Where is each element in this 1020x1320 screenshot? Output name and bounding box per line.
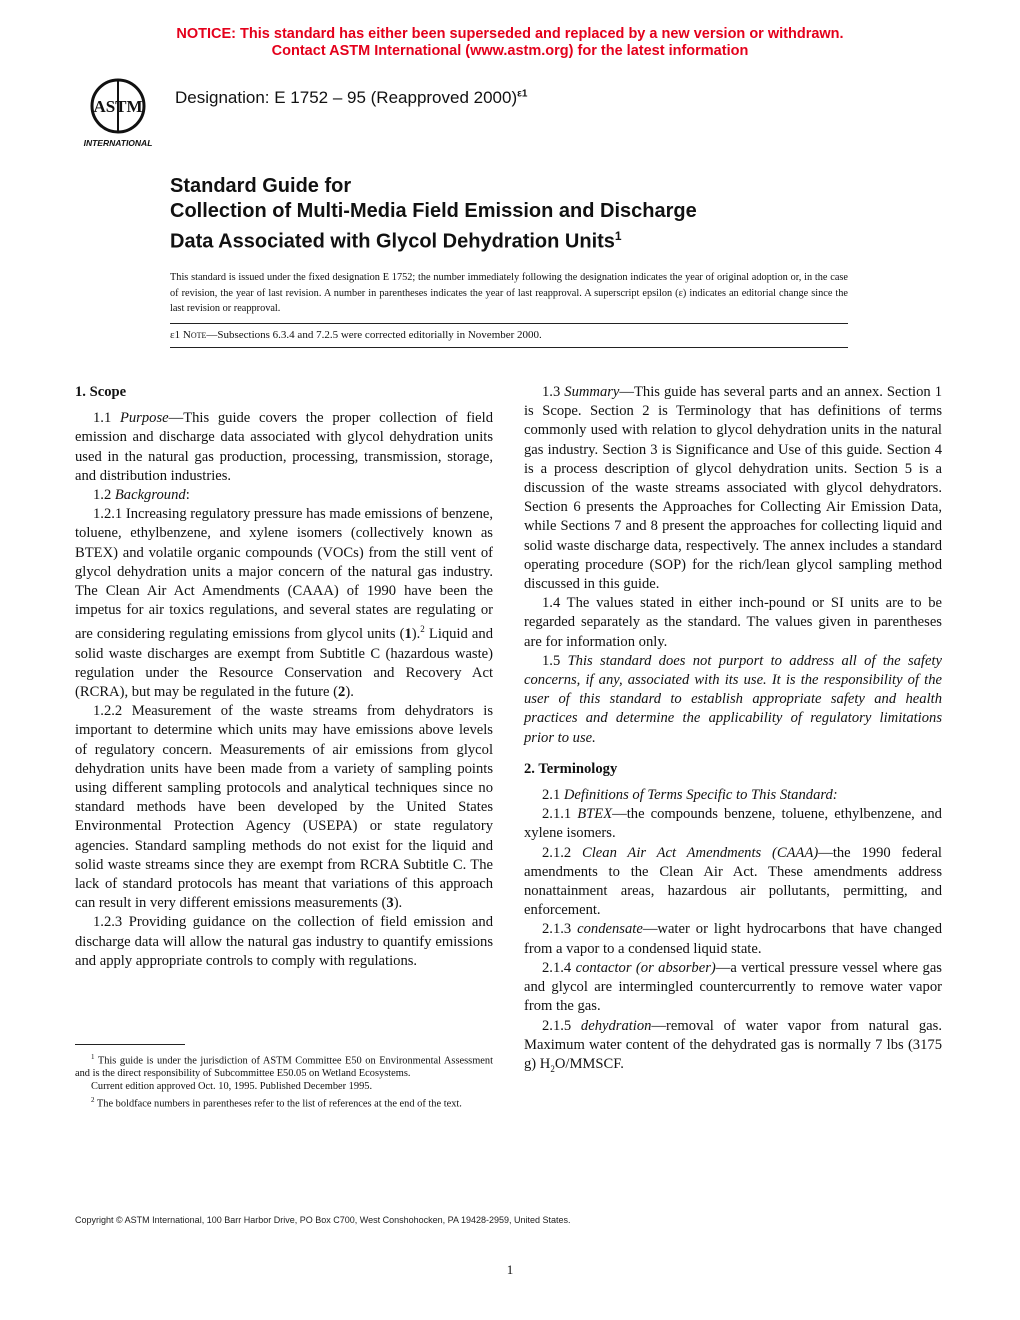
title-footnote-mark: 1 bbox=[614, 229, 622, 243]
paragraph-1-4: 1.4 The values stated in either inch-pound or SI units are to be regarded separately as the standard. The values given in parentheses are for information only. bbox=[524, 595, 942, 650]
designation-sup: ε1 bbox=[517, 88, 528, 100]
footnote-rule bbox=[75, 1044, 185, 1045]
notice-line-1: NOTICE: This standard has either been superseded and replaced by a new version or withdrawn. bbox=[176, 26, 844, 42]
footnote-2: $^2$ The boldface numbers in parentheses refer to the list of references at the end of the text. bbox=[91, 1095, 462, 1110]
footnote-1-approval: Current edition approved Oct. 10, 1995. Published December 1995. bbox=[91, 1081, 373, 1093]
copyright-line: Copyright © ASTM International, 100 Barr Harbor Drive, PO Box C700, West Conshohocken, PA 19428-2959, United States. bbox=[75, 1215, 571, 1225]
designation-text: Designation: E 1752 – 95 (Reapproved 2000) bbox=[175, 88, 518, 107]
astm-logo bbox=[76, 76, 160, 148]
paragraph-2-1: 2.1 Definitions of Terms Specific to This Standard: bbox=[542, 787, 838, 804]
definition-dehydration: 2.1.5 dehydration—removal of water vapor from natural gas. Maximum water content of the dehydrated gas is normally 7 lbs (3175 g) $H_2O$/MMSCF. bbox=[524, 1017, 942, 1074]
section-heading-terminology: 2. Terminology bbox=[524, 760, 618, 777]
paragraph-1-2-3: 1.2.3 Providing guidance on the collection of field emission and discharge data will allow the natural gas industry to quantify emissions and apply appropriate controls to comply with regulations. bbox=[75, 914, 493, 969]
designation bbox=[175, 88, 527, 108]
definition-condensate: 2.1.3 condensate—water or light hydrocarbons that have changed from a vapor to a condensed liquid state. bbox=[524, 921, 942, 957]
left-column bbox=[75, 383, 493, 971]
definition-caaa: 2.1.2 Clean Air Act Amendments (CAAA)—the 1990 federal amendments to the Clean Air Act. These amendments address nonattainment areas, hazardous air pollutants, permitting, and enforcement. bbox=[524, 844, 942, 919]
editorial-note: ε1 Note—Subsections 6.3.4 and 7.2.5 were corrected editorially in November 2000. bbox=[170, 329, 542, 341]
definition-contactor: 2.1.4 contactor (or absorber)—a vertical pressure vessel where gas and glycol are intermingled countercurrently to remove water vapor from the gas. bbox=[524, 959, 942, 1015]
page-number: 1 bbox=[506, 1262, 514, 1277]
issuance-statement: This standard is issued under the fixed designation E 1752; the number immediately following the designation indicates the year of original adoption or, in the case of revision, the year of last revision. A number in parentheses indicates the year of last reapproval. A superscript epsilon (ε) indicates an editorial change since the last revision or reapproval. bbox=[170, 272, 848, 314]
notice-line-2: Contact ASTM International (www.astm.org) for the latest information bbox=[271, 43, 749, 59]
paragraph-1-5: 1.5 This standard does not purport to address all of the safety concerns, if any, associated with its use. It is the responsibility of the user of this standard to establish appropriate safety and health practices and determine the applicability of regulatory limitations prior to use. bbox=[524, 652, 942, 746]
section-heading-scope: 1. Scope bbox=[75, 384, 127, 400]
supersede-notice bbox=[0, 26, 1020, 60]
logo-letters: ASTM bbox=[93, 97, 143, 116]
definition-btex: 2.1.1 BTEX—the compounds benzene, toluene, ethylbenzene, and xylene isomers. bbox=[524, 806, 942, 842]
title-line-1: Standard Guide for bbox=[170, 175, 352, 197]
footnotes bbox=[75, 1051, 493, 1111]
paragraph-1-2: 1.2 Background: bbox=[93, 487, 190, 504]
paragraph-1-1: 1.1 Purpose—This guide covers the proper collection of field emission and discharge data associated with glycol dehydration units used in the natural gas production, processing, transmission, storage, and distribution industries. bbox=[75, 410, 493, 484]
title-line-3: Data Associated with Glycol Dehydration Units$^1$ bbox=[170, 229, 622, 253]
footnote-1: $^1$ This guide is under the jurisdiction of ASTM Committee E50 on Environmental Assessment and is the direct responsibility of Subcommittee E50.05 on Wetland Ecosystems. bbox=[75, 1053, 493, 1080]
divider bbox=[170, 323, 848, 324]
right-column bbox=[524, 383, 942, 1079]
document-title bbox=[170, 174, 860, 255]
paragraph-1-3: 1.3 Summary—This guide has several parts and an annex. Section 1 is Scope. Section 2 is Terminology that has definitions of terms commonly used with relation to glycol dehydration units in the natural gas industry. Section 3 is Significance and Use of this guide. Section 4 is a process description of glycol dehydration units. Section 5 is a discussion of the waste streams associated with glycol dehydrators. Section 6 presents the Approaches for Collecting Air Emission Data, while Sections 7 and 8 present the approaches for collecting liquid and solid waste discharge data, respectively. The annex includes a standard operating procedure (SOP) for the rich/lean glycol sampling method discussed in this guide. bbox=[524, 384, 943, 593]
logo-text: INTERNATIONAL bbox=[83, 138, 153, 148]
title-line-2: Collection of Multi-Media Field Emission and Discharge bbox=[170, 200, 697, 222]
paragraph-1-2-1: 1.2.1 Increasing regulatory pressure has made emissions of benzene, toluene, ethylbenzene, and xylene isomers (collectively known as BTEX) and volatile organic compounds (VOCs) from the still vent of glycol dehydration units a major concern of the natural gas industry. The Clean Air Act Amendments (CAAA) of 1990 have been the impetus for air toxics regulations, and several states are regulating or are considering regulating emissions from glycol units (1).$^2$ Liquid and solid waste discharges are exempt from Subtitle C (hazardous waste) regulation under the Resource Conservation and Recovery Act (RCRA), but may be regulated in the future (2). bbox=[75, 506, 493, 700]
paragraph-1-2-2: 1.2.2 Measurement of the waste streams from dehydrators is important to determine which units may have emissions above levels of regulatory concern. Measurements of air emissions from glycol dehydration units have been made from a variety of sampling points using different sampling protocols and analytical techniques since no standard methods have been developed by the United States Environmental Protection Agency (USEPA) or state regulatory agencies. Standard sampling methods do not exist for the liquid and solid waste streams since they are exempt from RCRA Subtitle C. The lack of standard protocols has meant that variations of this approach can result in very different emissions measurements (3). bbox=[75, 703, 493, 912]
divider bbox=[170, 347, 848, 348]
